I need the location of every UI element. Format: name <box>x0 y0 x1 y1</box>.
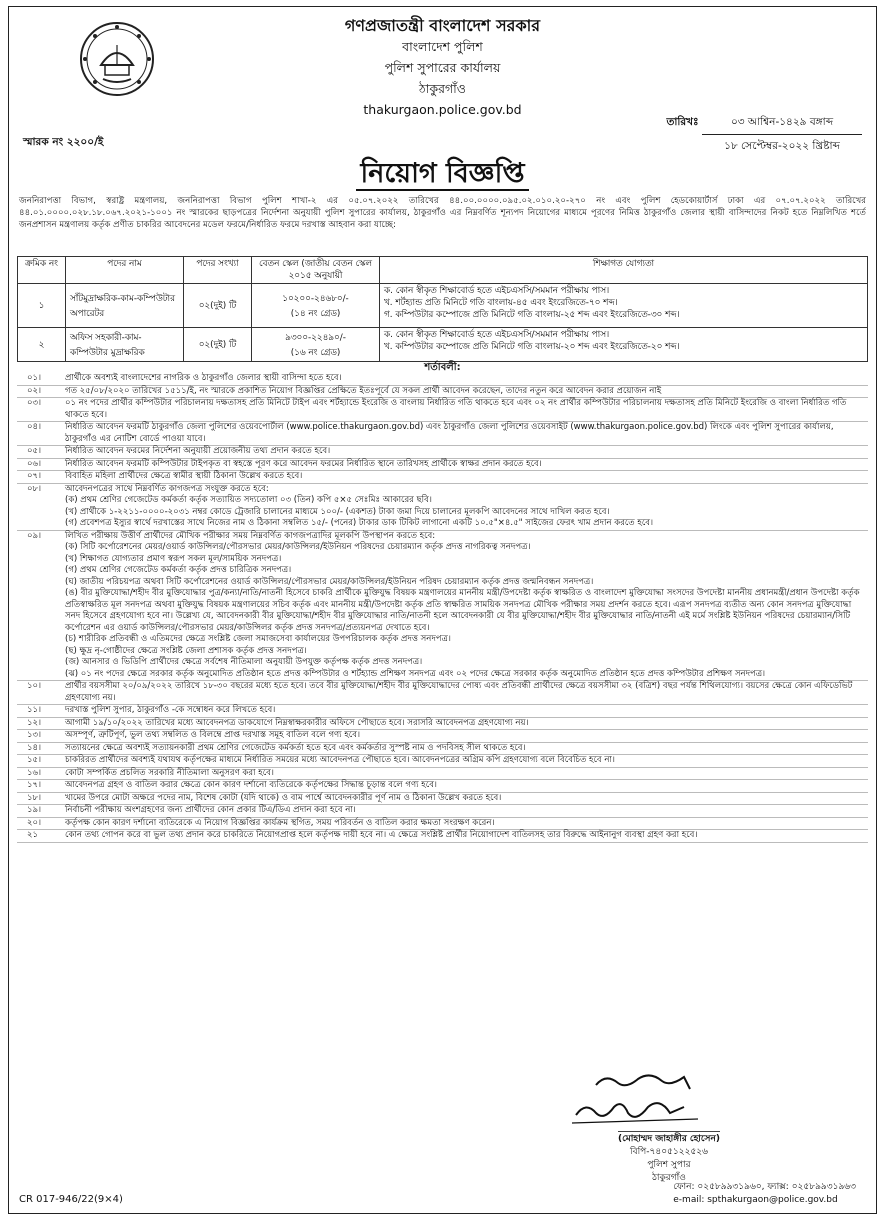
condition-text: আগামী ১৯/১০/২০২২ তারিখের মধ্যে আবেদনপত্র ডাকযোগে নিম্নস্বাক্ষরকারীর অফিসে পৌছাতে হবে। সরাসরি আবেদনপত্র গ্রহণযোগ্য নয়। <box>65 717 529 728</box>
condition-text: আবেদনপত্রের সাথে নিম্নবর্ণিত কাগজপত্র সংযুক্ত করতে হবে: <box>65 483 269 494</box>
condition-item <box>17 386 868 399</box>
condition-subitem: (খ) শিক্ষাগত যোগ্যতার প্রমাণ স্বরূপ সকল মূল/সাময়িক সনদপত্র। <box>65 553 282 564</box>
condition-item <box>17 531 868 682</box>
condition-text-block <box>65 531 868 681</box>
condition-number: ১৩। <box>27 730 42 740</box>
row-count: ০২(দুই) টি <box>184 328 252 362</box>
officer-place: ঠাকুরগাঁও <box>652 1173 686 1183</box>
condition-text: কোটা সম্পর্কিত প্রচলিত সরকারি নীতিমালা অনুসরণ করা হবে। <box>65 767 274 778</box>
condition-text: প্রার্থীর বয়সসীমা ২০/০৯/২০২২ তারিখে ১৮-৩০ বছরের মধ্যে হতে হবে। তবে বীর মুক্তিযোদ্ধা/শহীদ বীর মুক্তিযোদ্ধাদের পোষ্য এবং প্রতিবন্ধী প্রার্থীদের ক্ষেত্রে বয়সসীমা ৩২ (বত্রিশ) বছর পর্যন্ত শিথিলযোগ্য। বয়সের ক্ষেত্রে কোন এফিডেভিট গ্রহণযোগ্য নয়। <box>65 681 853 703</box>
condition-item <box>17 718 868 731</box>
condition-item <box>17 459 868 472</box>
condition-text-block <box>65 681 868 704</box>
header-qualification: শিক্ষাগত যোগ্যতা <box>380 257 868 284</box>
condition-subitem: (ঘ) জাতীয় পরিচয়পত্র অথবা সিটি কর্পোরেশনের ওয়ার্ড কাউন্সিলর/পৌরসভার মেয়র/কাউন্সিলর/ইউনিয়ন পরিষদ চেয়ারম্যান কর্তৃক প্রদত্ত জন্মনিবন্ধন সনদপত্র। <box>65 576 594 587</box>
condition-subitem: (ক) প্রথম শ্রেণির গেজেটেড কর্মকর্তা কর্তৃক সত্যায়িত সদ্যতোলা ০৩ (তিন) কপি ৫×৫ সেঃমিঃ আকারের ছবি। <box>65 495 432 505</box>
condition-item <box>17 484 868 531</box>
condition-text: দরখাস্ত পুলিশ সুপার, ঠাকুরগাঁও -কে সম্বোধন করে লিখতে হবে। <box>65 705 276 715</box>
condition-text-block <box>65 459 868 471</box>
condition-number: ০৮। <box>27 483 42 494</box>
department-name: বাংলাদেশ পুলিশ <box>402 39 483 54</box>
qualification-item: ক. কোন স্বীকৃত শিক্ষাবোর্ড হতে এইচএসসি/সমমান পরীক্ষায় পাস। <box>384 330 610 340</box>
condition-text-block <box>65 422 868 445</box>
row-post: অফিস সহকারী-কাম-কম্পিউটার মুদ্রাক্ষরিক <box>66 328 184 362</box>
condition-item <box>17 743 868 756</box>
condition-text-block <box>65 805 868 817</box>
header-scale: বেতন স্কেল (জাতীয় বেতন স্কেল ২০১৫ অনুযায়ী <box>252 257 380 284</box>
condition-item <box>17 398 868 422</box>
table-row <box>18 328 868 362</box>
condition-text: কোন তথ্য গোপন করে বা ভুল তথ্য প্রদান করে চাকরিতে নিয়োগপ্রাপ্ত হলে কর্তৃপক্ষ দায়ী হবে না। এ ক্ষেত্রে সংশ্লিষ্ট প্রার্থীর নিয়োগাদেশ বাতিলসহ তার বিরুদ্ধে আইনানুগ ব্যবস্থা গ্রহণ করা হবে। <box>65 830 698 840</box>
condition-text-block <box>65 730 868 742</box>
condition-text-block <box>65 755 868 767</box>
condition-number: ১৫। <box>27 755 42 765</box>
condition-text: অসম্পূর্ণ, ত্রুটিপূর্ণ, ভুল তথ্য সম্বলিত ও বিলম্বে প্রাপ্ত দরখাস্ত সমূহ বাতিল বলে গণ্য হবে। <box>65 730 360 740</box>
condition-text: আবেদনপত্র গ্রহণ ও বাতিল করার ক্ষেত্রে কোন কারণ দর্শানো ব্যতিরেকে কর্তৃপক্ষের সিদ্ধান্ত চূড়ান্ত বলে গণ্য হবে। <box>65 780 437 790</box>
condition-text-block <box>65 484 868 530</box>
condition-item <box>17 446 868 459</box>
condition-text: গত ২৫/০৮/২০২০ তারিখের ১৫১১/ই, নং স্মারকে প্রকাশিত নিয়োগ বিজ্ঞপ্তির প্রেক্ষিতে ইতঃপূর্বে যে সকল প্রার্থী আবেদন করেছেন, তাদের নতুন করে আবেদন করার প্রয়োজন নাই <box>65 385 662 396</box>
condition-item <box>17 681 868 705</box>
condition-number: ০৫। <box>27 446 42 456</box>
scale-value: ৯৩০০-২২৪৯০/- <box>285 332 346 343</box>
condition-item <box>17 818 868 831</box>
date-label: তারিখঃ <box>666 116 699 128</box>
header-post: পদের নাম <box>66 257 184 284</box>
condition-subitem: (চ) শারীরিক প্রতিবন্ধী ও এতিমদের ক্ষেত্রে সংশ্লিষ্ট জেলা সমাজসেবা কার্যালয়ের উপপরিচালক কর্তৃক প্রদত্ত সনদপত্র। <box>65 634 451 644</box>
condition-text-block <box>65 471 868 483</box>
letterhead <box>9 15 876 120</box>
grade-value: (১৪ নং গ্রেড) <box>290 308 341 319</box>
condition-text: চাকরিরত প্রার্থীদের অবশ্যই যথাযথ কর্তৃপক্ষের মাধ্যমে নির্ধারিত সময়ের মধ্যে আবেদনপত্র পৌছাতে হবে। আবেদনপত্রের অগ্রিম কপি গ্রহণযোগ্য বলে বিবেচিত হবে না। <box>65 755 615 765</box>
row-scale <box>252 284 380 328</box>
officer-bp: বিপি-৭৪০৫১২২৫২৬ <box>630 1147 708 1157</box>
signature-block <box>569 1131 769 1185</box>
condition-text-block <box>65 830 868 842</box>
condition-text: বিবাহিত মহিলা প্রার্থীদের ক্ষেত্রে স্বামীর স্থায়ী ঠিকানা উল্লেখ করতে হবে। <box>65 471 303 481</box>
office-name: পুলিশ সুপারের কার্যালয় <box>384 60 501 75</box>
condition-number: ১০। <box>27 681 42 691</box>
condition-number: ১২। <box>27 717 42 728</box>
condition-item <box>17 471 868 484</box>
row-count: ০২(দুই) টি <box>184 284 252 328</box>
condition-subitem: (ক) সিটি কর্পোরেশনের মেয়র/ওয়ার্ড কাউন্সিলর/পৌরসভার মেয়র/কাউন্সিলর/ইউনিয়ন পরিষদের চেয়ারম্যান কর্তৃক প্রদত্ত নাগরিকত্ব সনদপত্র। <box>65 542 531 552</box>
notice-page <box>8 6 877 1214</box>
qualification-item: খ. কম্পিউটার কম্পোজে প্রতি মিনিটে গতি বাংলায়-২০ শব্দ এবং ইংরেজিতে-২০ শব্দ। <box>384 342 680 352</box>
office-website: thakurgaon.police.gov.bd <box>363 102 522 117</box>
row-serial: ২ <box>18 328 66 362</box>
condition-item <box>17 755 868 768</box>
condition-number: ০৯। <box>27 530 42 541</box>
condition-text-block <box>65 386 868 398</box>
contact-block <box>673 1181 856 1207</box>
row-post: সাঁটমুদ্রাক্ষরিক-কাম-কম্পিউটার অপারেটর <box>66 284 184 328</box>
condition-text-block <box>65 780 868 792</box>
conditions-heading: শর্তাবলী: <box>424 362 461 373</box>
condition-number: ২১ <box>27 830 39 840</box>
condition-text: নির্ধারিত আবেদন ফরমটি কম্পিউটার টাইপকৃত বা স্বহস্তে পূরণ করে আবেদন ফরমের নির্ধারিত স্থানে তারিখসহ প্রার্থীকে স্বাক্ষর প্রদান করতে হবে। <box>65 458 542 469</box>
header-count: পদের সংখ্যা <box>184 257 252 284</box>
condition-number: ০৭। <box>27 471 42 481</box>
condition-number: ০৪। <box>27 422 42 432</box>
condition-number: ১৬। <box>27 767 42 778</box>
posts-table <box>17 256 868 362</box>
conditions-list <box>17 373 868 843</box>
date-bangla: ০৩ আশ্বিন-১৪২৯ বঙ্গাব্দ <box>702 115 862 135</box>
condition-item <box>17 793 868 806</box>
condition-number: ২০। <box>27 817 42 828</box>
condition-text: নির্ধারিত আবেদন ফরমটি ঠাকুরগাঁও জেলা পুলিশের ওয়েবপোর্টাল (www.police.thakurgaon.gov.bd) এবং ঠাকুরগাঁও জেলা পুলিশের ওয়েবসাইট (www.thakurgaon.police.gov.bd) লিংকে এবং পুলিশ সুপারের কার্যালয়, ঠাকুরগাঁও এর নোটিশ বোর্ডে পাওয়া যাবে। <box>65 422 834 444</box>
officer-name: (মোহাম্মদ জাহাঙ্গীর হোসেন) <box>618 1131 720 1146</box>
condition-text-block <box>65 705 868 717</box>
condition-text: প্রার্থীকে অবশ্যই বাংলাদেশের নাগরিক ও ঠাকুরগাঁও জেলার স্থায়ী বাসিন্দা হতে হবে। <box>65 373 342 383</box>
condition-number: ০১। <box>27 373 42 383</box>
condition-text-block <box>65 373 868 385</box>
condition-number: ০৬। <box>27 458 42 469</box>
grade-value: (১৬ নং গ্রেড) <box>290 347 341 358</box>
condition-text-block <box>65 743 868 755</box>
condition-text-block <box>65 446 868 458</box>
condition-text: নির্ধারিত আবেদন ফরমের নির্দেশনা অনুযায়ী প্রয়োজনীয় তথ্য প্রদান করতে হবে। <box>65 446 331 456</box>
condition-subitem: (গ) প্রবেশপত্র ইস্যুর স্বার্থে দরখাস্তের সাথে নিজের নাম ও ঠিকানা সম্বলিত ১৫/- (পনের) টাকার ডাক টিকিট লাগানো একটি ১০.৫"×৪.৫" সাইজের ফেরৎ খাম প্রদান করতে হবে। <box>65 518 654 528</box>
condition-number: ০২। <box>27 385 42 396</box>
condition-text-block <box>65 793 868 805</box>
scale-value: ১০২০০-২৪৬৮০/- <box>282 293 349 304</box>
table-row <box>18 284 868 328</box>
row-qualification <box>380 328 868 362</box>
condition-text-block <box>65 768 868 780</box>
condition-number: ১১। <box>27 705 42 715</box>
date-english: ১৮ সেপ্টেম্বর-২০২২ খ্রিষ্টাব্দ <box>724 140 840 152</box>
condition-subitem: (খ) প্রার্থীকে ১-২২১১-০০০০-২০৩১ নম্বর কোডে ট্রেজারি চালানের মাধ্যমে ১০০/- (একশত) টাকা জমা দিয়ে চালানের মূলকপি আবেদনের সাথে দাখিল করত হবে। <box>65 506 610 517</box>
condition-item <box>17 830 868 843</box>
condition-number: ০৩। <box>27 398 42 408</box>
table-header-row <box>18 257 868 284</box>
qualification-item: ক. কোন স্বীকৃত শিক্ষাবোর্ড হতে এইচএসসি/সমমান পরীক্ষায় পাস। <box>384 286 610 296</box>
memo-number: স্মারক নং ২২০০/ই <box>23 136 104 148</box>
condition-item <box>17 805 868 818</box>
qualification-item: খ. শর্টহ্যান্ড প্রতি মিনিটে গতি বাংলায়-৪৫ এবং ইংরেজিতে-৭০ শব্দ। <box>384 298 618 308</box>
header-serial: ক্রমিক নং <box>18 257 66 284</box>
phone-fax: ফোন: ০২৫৮৯৯৩১৯৬০, ফ্যাক্স: ০২৫৮৯৯৩১৯৬৩ <box>673 1182 856 1192</box>
condition-number: ১৯। <box>27 805 42 815</box>
condition-number: ১৭। <box>27 780 42 790</box>
condition-item <box>17 373 868 386</box>
condition-item <box>17 780 868 793</box>
officer-designation: পুলিশ সুপার <box>647 1160 691 1170</box>
condition-item <box>17 730 868 743</box>
page-title: নিয়োগ বিজ্ঞপ্তি <box>9 153 876 198</box>
government-name: গণপ্রজাতন্ত্রী বাংলাদেশ সরকার <box>344 16 541 35</box>
condition-subitem: (ঙ) বীর মুক্তিযোদ্ধা/শহীদ বীর মুক্তিযোদ্ধার পুত্র/কন্যা/নাতি/নাতনী হিসেবে চাকরি প্রার্থীকে মুক্তিযুদ্ধ বিষয়ক মন্ত্রণালয়ের মাননীয় মন্ত্রী/উপদেষ্টা কর্তৃক স্বাক্ষরিত ও বাংলাদেশ মুক্তিযোদ্ধা সংসদের উপদেষ্টা মাননীয় প্রধানমন্ত্রী/প্রধান উপদেষ্টা কর্তৃক প্রতিস্বাক্ষরিত মূল সনদপত্র অথবা মুক্তিযুদ্ধ বিষয়ক মন্ত্রণালয়ের সচিব কর্তৃক এবং মাননীয় মন্ত্রী/উপদেষ্টা কর্তৃক প্রতি স্বাক্ষরিত সাময়িক সনদপত্র মৌখিক পরীক্ষার সময় প্রদর্শন করতে হবে। এরূপ সনদপত্র ব্যতীত অন্য কোন সনদপত্র মুক্তিযোদ্ধা সনদ হিসেবে গ্রহণযোগ্য হবে না। উল্লেখ্য যে, আবেদনকারী বীর মুক্তিযোদ্ধা/শহীদ বীর মুক্তিযোদ্ধার নাতি/নাতনী হলে আবেদনকারী যে বীর মুক্তিযোদ্ধা/শহীদ বীর মুক্তিযোদ্ধার নাতি/নাতনী এই মর্মে সংশ্লিষ্ট ইউনিয়ন পরিষদের চেয়ারম্যান/সিটি কর্পোরেশন এর ওয়ার্ড কাউন্সিলর/পৌরসভার মেয়র/কাউন্সিলর কর্তৃক প্রদত্ত সনদপত্র/প্রত্যয়নপত্র দেখাতে হবে। <box>65 588 860 633</box>
condition-text: নির্বাচনী পরীক্ষায় অংশগ্রহণের জন্য প্রার্থীদের কোন প্রকার টিএ/ডিএ প্রদান করা হবে না। <box>65 805 356 815</box>
row-scale <box>252 328 380 362</box>
notice-date <box>666 115 862 156</box>
condition-text: সত্যায়নের ক্ষেত্রে অবশ্যই সত্যায়নকারী প্রথম শ্রেণির গেজেটেড কর্মকর্তা হতে হবে এবং কর্মকর্তার সুস্পষ্ট নাম ও পদবিসহ সীল থাকতে হবে। <box>65 742 526 753</box>
condition-text-block <box>65 718 868 730</box>
condition-subitem: (গ) প্রথম শ্রেণির গেজেটেড কর্মকর্তা কর্তৃক প্রদত্ত চারিত্রিক সনদপত্র। <box>65 565 292 575</box>
condition-text: লিখিত পরীক্ষায় উত্তীর্ণ প্রার্থীদের মৌখিক পরীক্ষার সময় নিম্নবর্ণিত কাগজপত্রাদির মূলকপি উপস্থাপন করতে হবে: <box>65 530 436 541</box>
row-serial: ১ <box>18 284 66 328</box>
condition-item <box>17 422 868 446</box>
condition-text-block <box>65 818 868 830</box>
condition-number: ১৮। <box>27 792 42 803</box>
condition-subitem: (ঝ) ০১ নং পদের ক্ষেত্রে সরকার কর্তৃক অনুমোদিত প্রতিষ্ঠান হতে প্রদত্ত কম্পিউটার ও শর্টহ্যান্ড প্রশিক্ষণ সনদপত্র এবং ০২ পদের ক্ষেত্রে সরকার কর্তৃক অনুমোদিত প্রতিষ্ঠান হতে প্রদত্ত কম্পিউটার প্রশিক্ষণ সনদপত্র। <box>65 668 766 679</box>
condition-number: ১৪। <box>27 742 42 753</box>
cr-number: CR 017-946/22(9×4) <box>19 1194 123 1205</box>
condition-item <box>17 705 868 718</box>
row-qualification <box>380 284 868 328</box>
intro-paragraph: জননিরাপত্তা বিভাগ, স্বরাষ্ট্র মন্ত্রণালয়, জননিরাপত্তা বিভাগ পুলিশ শাখা-২ এর ০৫.০৭.২০২২ তারিখের ৪৪.০০.০০০০.০৯৫.০২.০১০.২০-২৭০ নং এবং পুলিশ হেডকোয়ার্টার্স ঢাকা এর ০৭.০৭.২০২২ তারিখের ৪৪.০১.০০০০.০২৮.১৮.০৬৭.২০২১-১০০১ নং স্মারকের ছাড়পত্রের নির্দেশনা অনুযায়ী পুলিশ সুপারের কার্যালয়, ঠাকুরগাঁও এর নিম্নবর্ণিত শূন্যপদ নিয়োগের মাধ্যমে পূরণের নিমিত্ত ঠাকুরগাঁও জেলার স্থায়ী বাসিন্দাদের নিকট হতে নিম্নলিখিত শর্তে জনপ্রশাসন মন্ত্রণালয় কর্তৃক প্রণীত চাকরির আবেদনের মডেল ফরমে/নির্ধারিত ফরমে দরখাস্ত আহবান করা যাচ্ছে: <box>19 196 866 230</box>
condition-text: কর্তৃপক্ষ কোন কারণ দর্শানো ব্যতিরেকে এ নিয়োগ বিজ্ঞপ্তির কার্যক্রম স্থগিত, সময় পরিবর্তন ও বাতিল করার ক্ষমতা সংরক্ষণ করেন। <box>65 817 495 828</box>
email-address: e-mail: spthakurgaon@police.gov.bd <box>673 1195 838 1205</box>
condition-text: ০১ নং পদের প্রার্থীর কম্পিউটার পরিচালনায় দক্ষতাসহ প্রতি মিনিটে টাইপ এবং শর্টহ্যান্ডে ইংরেজি ও বাংলায় নির্ধারিত গতি থাকতে হবে এবং ০২ নং প্রার্থীর কম্পিউটার পরিচালনায় দক্ষতাসহ প্রতি মিনিটে ইংরেজি ও বাংলা নির্ধারিত গতি থাকতে হবে। <box>65 398 847 420</box>
district-name: ঠাকুরগাঁও <box>419 81 466 96</box>
condition-item <box>17 768 868 781</box>
condition-text-block <box>65 398 868 421</box>
qualification-item: গ. কম্পিউটার কম্পোজে প্রতি মিনিটে গতি বাংলায়-২৫ শব্দ এবং ইংরেজিতে-৩০ শব্দ। <box>384 310 680 320</box>
signature-image <box>566 1067 716 1129</box>
condition-text: খামের উপরে মোটা অক্ষরে পদের নাম, বিশেষ কোটা (যদি থাকে) ও বাম পার্শ্বে আবেদনকারীর পূর্ণ নাম ও ঠিকানা উল্লেখ করতে হবে। <box>65 792 502 803</box>
condition-subitem: (ছ) ক্ষুদ্র নৃ-গোষ্ঠীদের ক্ষেত্রে সংশ্লিষ্ট জেলা প্রশাসক কর্তৃক প্রদত্ত সনদপত্র। <box>65 645 307 656</box>
condition-subitem: (জ) আনসার ও ভিডিপি প্রার্থীদের ক্ষেত্রে সর্বশেষ নীতিমালা অনুযায়ী উপযুক্ত কর্তৃপক্ষ কর্তৃক প্রদত্ত সনদপত্র। <box>65 657 423 667</box>
